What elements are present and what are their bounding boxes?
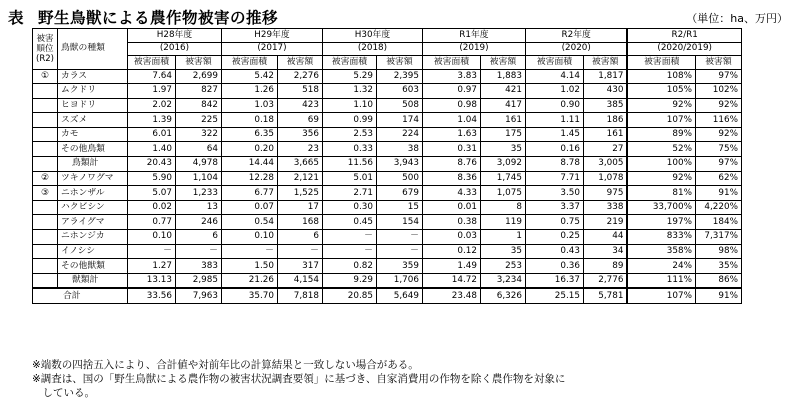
title-prefix: 表 (8, 9, 25, 27)
species-name: その他獣類 (57, 259, 127, 274)
area-cell: 0.90 (525, 98, 583, 113)
area-cell: 13.13 (127, 273, 175, 288)
species-name: スズメ (57, 113, 127, 128)
area-cell: 5.29 (322, 69, 376, 84)
amount-cell: 827 (175, 84, 221, 99)
amount-cell: 975 (583, 186, 627, 201)
footnote-3: している。 (32, 387, 95, 399)
ratio-cell: 7,317% (695, 230, 741, 245)
area-cell: 3.37 (525, 200, 583, 215)
amount-cell: 168 (277, 215, 322, 230)
area-cell: 8.78 (525, 157, 583, 172)
amount-cell: 246 (175, 215, 221, 230)
amount-cell: 3,665 (277, 157, 322, 172)
area-cell: 0.98 (422, 98, 480, 113)
area-cell: 1.02 (525, 84, 583, 99)
area-cell: 14.44 (221, 157, 277, 172)
area-cell: 0.10 (221, 230, 277, 245)
amount-cell: 44 (583, 230, 627, 245)
ratio-cell: 86% (695, 273, 741, 288)
area-cell: 1.49 (422, 259, 480, 274)
year-header-1: H29年度 (221, 29, 322, 43)
rank-cell (33, 127, 58, 142)
area-cell: 0.43 (525, 244, 583, 259)
amount-cell: 161 (480, 113, 525, 128)
table-row (33, 230, 742, 245)
area-cell: 1.11 (525, 113, 583, 128)
amount-cell: 317 (277, 259, 322, 274)
rank-cell (33, 244, 58, 259)
row-label: 合計 (33, 288, 128, 303)
table-row (33, 259, 742, 274)
amount-cell: 2,395 (376, 69, 422, 84)
area-cell: 0.75 (525, 215, 583, 230)
area-cell: 5.07 (127, 186, 175, 201)
species-name: カモ (57, 127, 127, 142)
ratio-cell: 107% (627, 288, 695, 303)
year-sub-4: (2020) (525, 42, 627, 56)
amount-cell: 1,104 (175, 171, 221, 186)
amount-cell: 1,078 (583, 171, 627, 186)
amount-cell: － (376, 244, 422, 259)
table-row (33, 200, 742, 215)
area-cell: 1.97 (127, 84, 175, 99)
area-cell: 2.02 (127, 98, 175, 113)
ratio-cell: 92% (695, 127, 741, 142)
amount-cell: 1 (480, 230, 525, 245)
amount-cell: 34 (583, 244, 627, 259)
area-cell: 1.27 (127, 259, 175, 274)
amount-cell: 417 (480, 98, 525, 113)
amount-cell: 35 (480, 244, 525, 259)
rank-cell (33, 230, 58, 245)
ratio-cell: 833% (627, 230, 695, 245)
amount-cell: 174 (376, 113, 422, 128)
area-cell: 8.36 (422, 171, 480, 186)
area-cell: 21.26 (221, 273, 277, 288)
amount-cell: 5,649 (376, 288, 422, 303)
amount-cell: 3,234 (480, 273, 525, 288)
amount-cell: 4,154 (277, 273, 322, 288)
species-name: ニホンジカ (57, 230, 127, 245)
amount-column-header: 被害額 (376, 56, 422, 70)
amount-cell: 175 (480, 127, 525, 142)
area-cell: 0.31 (422, 142, 480, 157)
rank-cell (33, 84, 58, 99)
year-header-2: H30年度 (322, 29, 422, 43)
footnote-2: ※調査は、国の「野生鳥獣による農作物の被害状況調査要領」に基づき、自家消費用の作物を除く農作物を対象に (32, 373, 566, 385)
table-row (33, 215, 742, 230)
amount-cell: 7,818 (277, 288, 322, 303)
amount-column-header: 被害額 (583, 56, 627, 70)
amount-cell: 3,943 (376, 157, 422, 172)
species-header: 鳥獣の種類 (57, 29, 127, 70)
table-row (33, 113, 742, 128)
amount-cell: 4,978 (175, 157, 221, 172)
ratio-cell: 97% (695, 69, 741, 84)
amount-cell: 385 (583, 98, 627, 113)
area-cell: 16.37 (525, 273, 583, 288)
area-cell: 0.45 (322, 215, 376, 230)
area-cell: － (221, 244, 277, 259)
area-cell: － (127, 244, 175, 259)
area-cell: 6.77 (221, 186, 277, 201)
table-row (33, 142, 742, 157)
ratio-cell: 75% (695, 142, 741, 157)
rank-cell (33, 98, 58, 113)
rank-header-text: 被害 順位 (R2) (36, 33, 54, 64)
amount-cell: 224 (376, 127, 422, 142)
area-cell: 11.56 (322, 157, 376, 172)
area-cell: 14.72 (422, 273, 480, 288)
amount-cell: － (277, 244, 322, 259)
ratio-cell: 107% (627, 113, 695, 128)
area-cell: 1.63 (422, 127, 480, 142)
area-cell: 0.16 (525, 142, 583, 157)
area-cell: 0.02 (127, 200, 175, 215)
amount-cell: 500 (376, 171, 422, 186)
amount-cell: 253 (480, 259, 525, 274)
amount-column-header: 被害額 (480, 56, 525, 70)
amount-cell: 35 (480, 142, 525, 157)
area-cell: 35.70 (221, 288, 277, 303)
table-row (33, 171, 742, 186)
year-sub-3: (2019) (422, 42, 525, 56)
area-column-header: 被害面積 (627, 56, 695, 70)
total-row (33, 288, 742, 303)
area-column-header: 被害面積 (322, 56, 376, 70)
area-cell: － (322, 244, 376, 259)
rank-cell (33, 157, 58, 172)
ratio-cell: 116% (695, 113, 741, 128)
rank-cell (33, 142, 58, 157)
species-name: ムクドリ (57, 84, 127, 99)
ratio-cell: 184% (695, 215, 741, 230)
area-cell: 33.56 (127, 288, 175, 303)
ratio-cell: 92% (627, 171, 695, 186)
ratio-cell: 111% (627, 273, 695, 288)
area-cell: 20.43 (127, 157, 175, 172)
area-cell: 5.42 (221, 69, 277, 84)
rank-cell (33, 273, 58, 288)
ratio-cell: 358% (627, 244, 695, 259)
ratio-header: R2/R1 (627, 29, 741, 43)
species-name: ヒヨドリ (57, 98, 127, 113)
area-cell: 5.90 (127, 171, 175, 186)
area-cell: 0.18 (221, 113, 277, 128)
amount-cell: 430 (583, 84, 627, 99)
amount-cell: 89 (583, 259, 627, 274)
amount-cell: 17 (277, 200, 322, 215)
amount-cell: 421 (480, 84, 525, 99)
ratio-cell: 197% (627, 215, 695, 230)
ratio-cell: 98% (695, 244, 741, 259)
table-row (33, 244, 742, 259)
amount-cell: 6 (277, 230, 322, 245)
amount-cell: 1,883 (480, 69, 525, 84)
area-cell: 1.03 (221, 98, 277, 113)
amount-cell: 1,706 (376, 273, 422, 288)
amount-cell: － (175, 244, 221, 259)
amount-cell: 154 (376, 215, 422, 230)
area-cell: 0.25 (525, 230, 583, 245)
area-cell: 1.26 (221, 84, 277, 99)
species-name: ニホンザル (57, 186, 127, 201)
amount-cell: 2,699 (175, 69, 221, 84)
amount-cell: 842 (175, 98, 221, 113)
area-cell: 4.14 (525, 69, 583, 84)
area-cell: 1.39 (127, 113, 175, 128)
area-cell: 0.82 (322, 259, 376, 274)
amount-cell: 359 (376, 259, 422, 274)
amount-cell: 508 (376, 98, 422, 113)
amount-cell: 383 (175, 259, 221, 274)
amount-column-header: 被害額 (695, 56, 741, 70)
ratio-cell: 92% (695, 98, 741, 113)
area-cell: 1.32 (322, 84, 376, 99)
ratio-cell: 52% (627, 142, 695, 157)
rank-cell (33, 259, 58, 274)
species-name: ハクビシン (57, 200, 127, 215)
area-cell: 1.50 (221, 259, 277, 274)
amount-cell: 3,005 (583, 157, 627, 172)
species-name: カラス (57, 69, 127, 84)
species-name: その他鳥類 (57, 142, 127, 157)
area-cell: 1.40 (127, 142, 175, 157)
amount-cell: 3,092 (480, 157, 525, 172)
area-cell: 2.71 (322, 186, 376, 201)
area-cell: 0.01 (422, 200, 480, 215)
area-cell: 0.77 (127, 215, 175, 230)
ratio-cell: 33,700% (627, 200, 695, 215)
ratio-cell: 100% (627, 157, 695, 172)
amount-cell: 64 (175, 142, 221, 157)
amount-cell: 679 (376, 186, 422, 201)
subtotal-row (33, 157, 742, 172)
area-cell: 1.04 (422, 113, 480, 128)
area-cell: 0.07 (221, 200, 277, 215)
amount-cell: 1,075 (480, 186, 525, 201)
area-cell: 0.12 (422, 244, 480, 259)
area-cell: 6.35 (221, 127, 277, 142)
unit-label: （単位：ha、万円） (686, 12, 788, 25)
amount-cell: 2,276 (277, 69, 322, 84)
area-cell: 23.48 (422, 288, 480, 303)
year-sub-1: (2017) (221, 42, 322, 56)
ratio-cell: 62% (695, 171, 741, 186)
amount-cell: 1,525 (277, 186, 322, 201)
footnotes (32, 358, 565, 400)
area-column-header: 被害面積 (525, 56, 583, 70)
amount-column-header: 被害額 (175, 56, 221, 70)
area-cell: 4.33 (422, 186, 480, 201)
area-cell: 8.76 (422, 157, 480, 172)
species-name: ツキノワグマ (57, 171, 127, 186)
footnote-1: ※端数の四捨五入により、合計値や対前年比の計算結果と一致しない場合がある。 (32, 359, 419, 371)
area-cell: 0.36 (525, 259, 583, 274)
amount-cell: 23 (277, 142, 322, 157)
amount-cell: － (376, 230, 422, 245)
amount-cell: 7,963 (175, 288, 221, 303)
amount-cell: 2,776 (583, 273, 627, 288)
amount-cell: 161 (583, 127, 627, 142)
area-cell: 12.28 (221, 171, 277, 186)
title-text: 野生鳥獣による農作物被害の推移 (38, 9, 279, 27)
area-cell: － (322, 230, 376, 245)
amount-cell: 6,326 (480, 288, 525, 303)
table-row (33, 186, 742, 201)
amount-cell: 225 (175, 113, 221, 128)
rank-cell (33, 113, 58, 128)
area-cell: 0.20 (221, 142, 277, 157)
species-name: アライグマ (57, 215, 127, 230)
area-cell: 20.85 (322, 288, 376, 303)
damage-table (32, 28, 742, 304)
year-header-3: R1年度 (422, 29, 525, 43)
area-cell: 0.99 (322, 113, 376, 128)
area-cell: 0.10 (127, 230, 175, 245)
area-column-header: 被害面積 (422, 56, 480, 70)
amount-cell: 322 (175, 127, 221, 142)
rank-cell: ③ (33, 186, 58, 201)
amount-cell: 338 (583, 200, 627, 215)
amount-cell: 69 (277, 113, 322, 128)
year-sub-2: (2018) (322, 42, 422, 56)
rank-cell: ① (33, 69, 58, 84)
area-cell: 0.97 (422, 84, 480, 99)
ratio-cell: 89% (627, 127, 695, 142)
amount-cell: 8 (480, 200, 525, 215)
amount-cell: 1,233 (175, 186, 221, 201)
amount-cell: 2,121 (277, 171, 322, 186)
amount-cell: 518 (277, 84, 322, 99)
table-row (33, 84, 742, 99)
area-cell: 0.38 (422, 215, 480, 230)
amount-cell: 15 (376, 200, 422, 215)
rank-cell (33, 200, 58, 215)
amount-cell: 1,745 (480, 171, 525, 186)
area-cell: 5.01 (322, 171, 376, 186)
area-cell: 7.64 (127, 69, 175, 84)
subtotal-row (33, 273, 742, 288)
species-name: 鳥類計 (57, 157, 127, 172)
area-cell: 0.33 (322, 142, 376, 157)
amount-cell: 186 (583, 113, 627, 128)
area-cell: 2.53 (322, 127, 376, 142)
rank-cell: ② (33, 171, 58, 186)
amount-cell: 13 (175, 200, 221, 215)
ratio-cell: 35% (695, 259, 741, 274)
table-row (33, 98, 742, 113)
table-row (33, 69, 742, 84)
rank-cell (33, 215, 58, 230)
year-sub-0: (2016) (127, 42, 221, 56)
ratio-cell: 108% (627, 69, 695, 84)
area-cell: 0.54 (221, 215, 277, 230)
area-cell: 1.10 (322, 98, 376, 113)
ratio-cell: 81% (627, 186, 695, 201)
rank-header (33, 29, 58, 70)
amount-cell: 219 (583, 215, 627, 230)
species-name: イノシシ (57, 244, 127, 259)
area-cell: 6.01 (127, 127, 175, 142)
amount-cell: 423 (277, 98, 322, 113)
amount-cell: 603 (376, 84, 422, 99)
ratio-cell: 24% (627, 259, 695, 274)
area-cell: 0.30 (322, 200, 376, 215)
ratio-cell: 102% (695, 84, 741, 99)
year-header-0: H28年度 (127, 29, 221, 43)
ratio-cell: 91% (695, 186, 741, 201)
ratio-cell: 97% (695, 157, 741, 172)
ratio-cell: 92% (627, 98, 695, 113)
ratio-cell: 91% (695, 288, 741, 303)
area-cell: 9.29 (322, 273, 376, 288)
area-cell: 3.83 (422, 69, 480, 84)
area-column-header: 被害面積 (221, 56, 277, 70)
ratio-cell: 4,220% (695, 200, 741, 215)
amount-column-header: 被害額 (277, 56, 322, 70)
area-cell: 1.45 (525, 127, 583, 142)
amount-cell: 6 (175, 230, 221, 245)
amount-cell: 38 (376, 142, 422, 157)
amount-cell: 356 (277, 127, 322, 142)
amount-cell: 1,817 (583, 69, 627, 84)
area-cell: 7.71 (525, 171, 583, 186)
ratio-sub: (2020/2019) (627, 42, 741, 56)
species-name: 獣類計 (57, 273, 127, 288)
table-row (33, 127, 742, 142)
amount-cell: 2,985 (175, 273, 221, 288)
area-cell: 25.15 (525, 288, 583, 303)
ratio-cell: 105% (627, 84, 695, 99)
area-cell: 0.03 (422, 230, 480, 245)
area-cell: 3.50 (525, 186, 583, 201)
year-header-4: R2年度 (525, 29, 627, 43)
amount-cell: 27 (583, 142, 627, 157)
amount-cell: 119 (480, 215, 525, 230)
amount-cell: 5,781 (583, 288, 627, 303)
area-column-header: 被害面積 (127, 56, 175, 70)
table-title (8, 6, 278, 28)
